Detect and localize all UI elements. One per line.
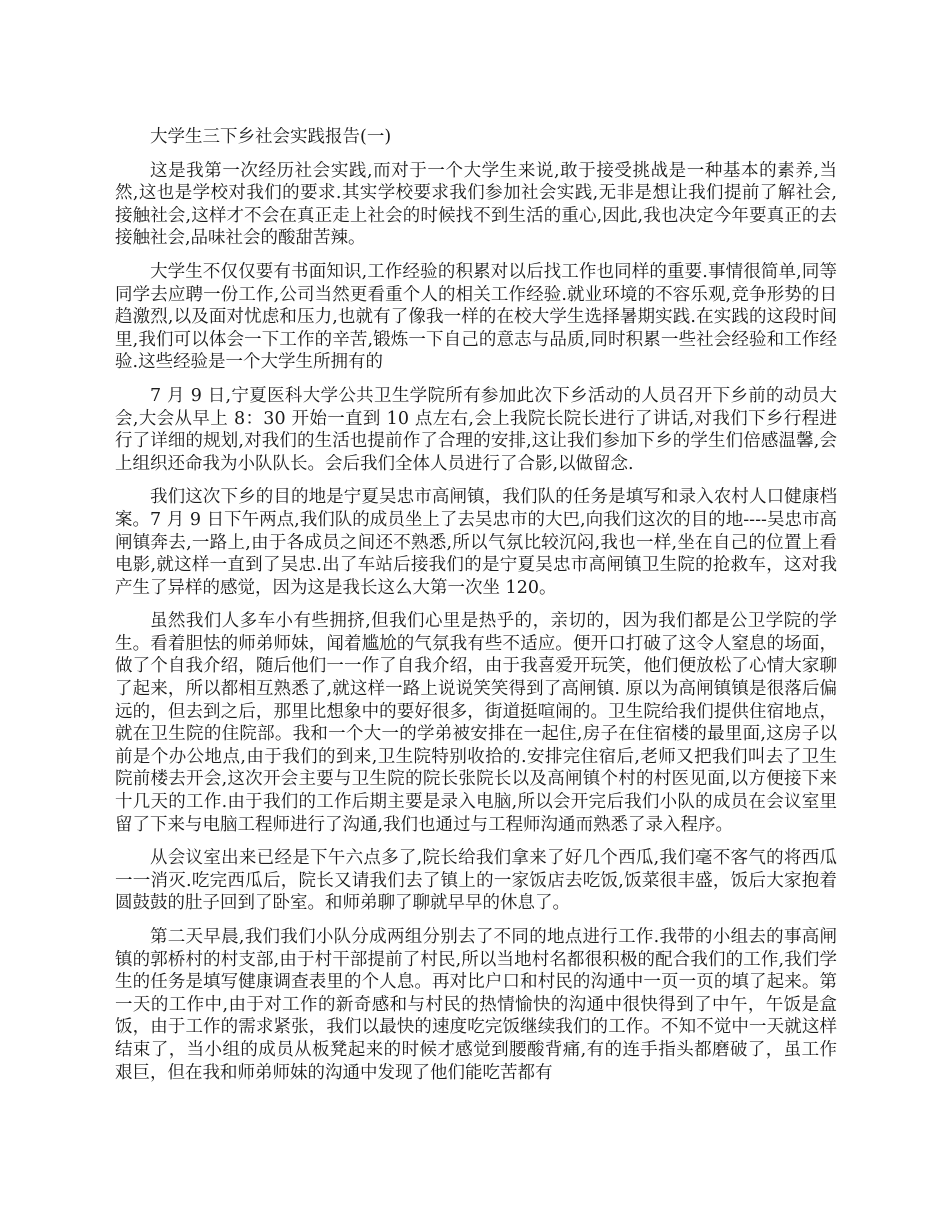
paragraph-4: 我们这次下乡的目的地是宁夏吴忠市高闸镇，我们队的任务是填写和录入农村人口健康档案。7 月 9 日下午两点,我们队的成员坐上了去吴忠市的大巴,向我们这次的目的地----吴忠市高闸镇奔去,一路上,由于各成员之间还不熟悉,所以气氛比较沉闷,我也一样,坐在自己的位置上看电影,就这样一直到了吴忠.出了车站后接我们的是宁夏吴忠市高闸镇卫生院的抢救车，这对我产生了异样的感觉，因为这是我长这么大第一次坐 120。 [115,487,837,598]
paragraph-6: 从会议室出来已经是下午六点多了,院长给我们拿来了好几个西瓜,我们毫不客气的将西瓜一一消灭.吃完西瓜后，院长又请我们去了镇上的一家饭店去吃饭,饭菜很丰盛，饭后大家抱着圆鼓鼓的肚子回到了卧室。和师弟聊了聊就早早的休息了。 [115,848,837,914]
paragraph-3: 7 月 9 日,宁夏医科大学公共卫生学院所有参加此次下乡活动的人员召开下乡前的动员大会,大会从早上 8：30 开始一直到 10 点左右,会上我院长院长进行了讲话,对我们下乡行程进行了详细的规划,对我们的生活也提前作了合理的安排,这让我们参加下乡的学生们倍感温馨,会上组织还命我为小队队长。会后我们全体人员进行了合影,以做留念. [115,385,837,474]
paragraph-5: 虽然我们人多车小有些拥挤,但我们心里是热乎的，亲切的，因为我们都是公卫学院的学生。看着胆怯的师弟师妹，闻着尴尬的气氛我有些不适应。便开口打破了这令人窒息的场面，做了个自我介绍，随后他们一一作了自我介绍，由于我喜爱开玩笑，他们便放松了心情大家聊了起来，所以都相互熟悉了,就这样一路上说说笑笑得到了高闸镇. 原以为高闸镇镇是很落后偏远的，但去到之后，那里比想象中的要好很多，街道挺喧闹的。卫生院给我们提供住宿地点，就在卫生院的住院部。我和一个大一的学弟被安排在一起住,房子在住宿楼的最里面,这房子以前是个办公地点,由于我们的到来,卫生院特别收拾的.安排完住宿后,老师又把我们叫去了卫生院前楼去开会,这次开会主要与卫生院的院长张院长以及高闸镇个村的村医见面,以方便接下来十几天的工作.由于我们的工作后期主要是录入电脑,所以会开完后我们小队的成员在会议室里留了下来与电脑工程师进行了沟通,我们也通过与工程师沟通而熟悉了录入程序。 [115,611,837,835]
paragraph-2: 大学生不仅仅要有书面知识,工作经验的积累对以后找工作也同样的重要.事情很简单,同等同学去应聘一份工作,公司当然更看重个人的相关工作经验.就业环境的不容乐观,竞争形势的日趋激烈,以及面对忧虑和压力,也就有了像我一样的在校大学生选择暑期实践.在实践的这段时间里,我们可以体会一下工作的辛苦,锻炼一下自己的意志与品质,同时积累一些社会经验和工作经验.这些经验是一个大学生所拥有的 [115,261,837,373]
document-body [115,126,837,1095]
paragraph-7: 第二天早晨,我们我们小队分成两组分别去了不同的地点进行工作.我带的小组去的事高闸镇的郭桥村的村支部,由于村干部提前了村民,所以当地村名都很积极的配合我们的工作,我们学生的任务是填写健康调查表里的个人息。再对比户口和村民的沟通中一页一页的填了起来。第一天的工作中,由于对工作的新奇感和与村民的热情愉快的沟通中很快得到了中午，午饭是盒饭，由于工作的需求紧张，我们以最快的速度吃完饭继续我们的工作。不知不觉中一天就这样结束了，当小组的成员从板凳起来的时候才感觉到腰酸背痛,有的连手指头都磨破了，虽工作艰巨，但在我和师弟师妹的沟通中发现了他们能吃苦都有 [115,927,837,1083]
document-title: 大学生三下乡社会实践报告(一) [150,127,392,147]
paragraph-1: 这是我第一次经历社会实践,而对于一个大学生来说,敢于接受挑战是一种基本的素养,当然,这也是学校对我们的要求.其实学校要求我们参加社会实践,无非是想让我们提前了解社会,接触社会,这样才不会在真正走上社会的时候找不到生活的重心,因此,我也决定今年要真正的去接触社会,品味社会的酸甜苦辣。 [115,160,837,249]
